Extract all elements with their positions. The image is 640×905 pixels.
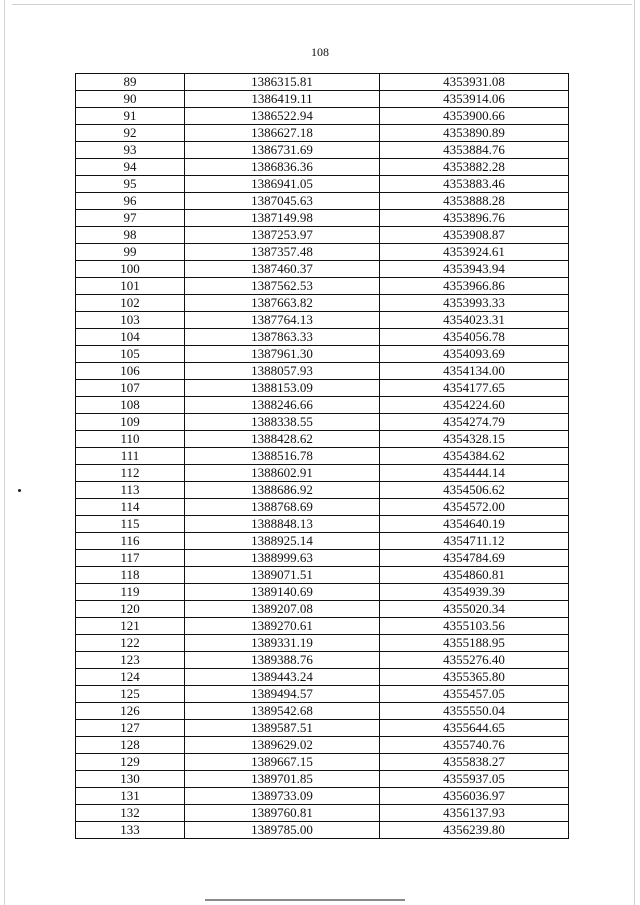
point-number-cell: 120 xyxy=(76,601,185,618)
point-number-cell: 125 xyxy=(76,686,185,703)
y-coordinate-cell: 4355457.05 xyxy=(380,686,569,703)
point-number-cell: 106 xyxy=(76,363,185,380)
table-row xyxy=(76,159,569,176)
y-coordinate-cell: 4354506.62 xyxy=(380,482,569,499)
point-number-cell: 92 xyxy=(76,125,185,142)
point-number-cell: 91 xyxy=(76,108,185,125)
x-coordinate-cell: 1386522.94 xyxy=(185,108,380,125)
point-number-cell: 126 xyxy=(76,703,185,720)
y-coordinate-cell: 4354328.15 xyxy=(380,431,569,448)
y-coordinate-cell: 4355188.95 xyxy=(380,635,569,652)
point-number-cell: 116 xyxy=(76,533,185,550)
table-row xyxy=(76,720,569,737)
table-row xyxy=(76,261,569,278)
x-coordinate-cell: 1388999.63 xyxy=(185,550,380,567)
y-coordinate-cell: 4355020.34 xyxy=(380,601,569,618)
y-coordinate-cell: 4353943.94 xyxy=(380,261,569,278)
table-row xyxy=(76,346,569,363)
table-row xyxy=(76,244,569,261)
x-coordinate-cell: 1389388.76 xyxy=(185,652,380,669)
x-coordinate-cell: 1386419.11 xyxy=(185,91,380,108)
x-coordinate-cell: 1388602.91 xyxy=(185,465,380,482)
point-number-cell: 101 xyxy=(76,278,185,295)
y-coordinate-cell: 4354023.31 xyxy=(380,312,569,329)
x-coordinate-cell: 1388057.93 xyxy=(185,363,380,380)
point-number-cell: 109 xyxy=(76,414,185,431)
y-coordinate-cell: 4353884.76 xyxy=(380,142,569,159)
scan-edge-top xyxy=(12,4,632,5)
scan-speck xyxy=(18,489,21,492)
table-row xyxy=(76,108,569,125)
point-number-cell: 132 xyxy=(76,805,185,822)
table-row xyxy=(76,754,569,771)
y-coordinate-cell: 4354177.65 xyxy=(380,380,569,397)
scan-edge-right xyxy=(634,0,635,905)
table-row xyxy=(76,601,569,618)
y-coordinate-cell: 4355937.05 xyxy=(380,771,569,788)
point-number-cell: 119 xyxy=(76,584,185,601)
point-number-cell: 108 xyxy=(76,397,185,414)
x-coordinate-cell: 1389071.51 xyxy=(185,567,380,584)
point-number-cell: 122 xyxy=(76,635,185,652)
point-number-cell: 118 xyxy=(76,567,185,584)
table-row xyxy=(76,465,569,482)
point-number-cell: 128 xyxy=(76,737,185,754)
x-coordinate-cell: 1389667.15 xyxy=(185,754,380,771)
scan-edge-bottom xyxy=(205,899,405,901)
x-coordinate-cell: 1388246.66 xyxy=(185,397,380,414)
table-row xyxy=(76,788,569,805)
x-coordinate-cell: 1389701.85 xyxy=(185,771,380,788)
table-row xyxy=(76,686,569,703)
table-row xyxy=(76,278,569,295)
x-coordinate-cell: 1387663.82 xyxy=(185,295,380,312)
y-coordinate-cell: 4354572.00 xyxy=(380,499,569,516)
table-row xyxy=(76,176,569,193)
table-row xyxy=(76,567,569,584)
table-row xyxy=(76,618,569,635)
point-number-cell: 112 xyxy=(76,465,185,482)
y-coordinate-cell: 4353931.08 xyxy=(380,74,569,91)
y-coordinate-cell: 4353914.06 xyxy=(380,91,569,108)
y-coordinate-cell: 4355550.04 xyxy=(380,703,569,720)
x-coordinate-cell: 1388768.69 xyxy=(185,499,380,516)
table-row xyxy=(76,380,569,397)
y-coordinate-cell: 4356036.97 xyxy=(380,788,569,805)
table-row xyxy=(76,431,569,448)
x-coordinate-cell: 1389140.69 xyxy=(185,584,380,601)
point-number-cell: 107 xyxy=(76,380,185,397)
point-number-cell: 95 xyxy=(76,176,185,193)
y-coordinate-cell: 4356239.80 xyxy=(380,822,569,839)
x-coordinate-cell: 1387045.63 xyxy=(185,193,380,210)
x-coordinate-cell: 1387357.48 xyxy=(185,244,380,261)
point-number-cell: 102 xyxy=(76,295,185,312)
y-coordinate-cell: 4354056.78 xyxy=(380,329,569,346)
y-coordinate-cell: 4355838.27 xyxy=(380,754,569,771)
point-number-cell: 129 xyxy=(76,754,185,771)
point-number-cell: 90 xyxy=(76,91,185,108)
table-row xyxy=(76,771,569,788)
table-row xyxy=(76,397,569,414)
x-coordinate-cell: 1389494.57 xyxy=(185,686,380,703)
point-number-cell: 130 xyxy=(76,771,185,788)
table-row xyxy=(76,227,569,244)
x-coordinate-cell: 1389443.24 xyxy=(185,669,380,686)
table-row xyxy=(76,210,569,227)
x-coordinate-cell: 1387562.53 xyxy=(185,278,380,295)
x-coordinate-cell: 1386836.36 xyxy=(185,159,380,176)
x-coordinate-cell: 1386627.18 xyxy=(185,125,380,142)
x-coordinate-cell: 1386315.81 xyxy=(185,74,380,91)
table-row xyxy=(76,363,569,380)
x-coordinate-cell: 1388848.13 xyxy=(185,516,380,533)
table-row xyxy=(76,703,569,720)
y-coordinate-cell: 4354860.81 xyxy=(380,567,569,584)
y-coordinate-cell: 4353966.86 xyxy=(380,278,569,295)
y-coordinate-cell: 4354640.19 xyxy=(380,516,569,533)
table-row xyxy=(76,499,569,516)
y-coordinate-cell: 4353908.87 xyxy=(380,227,569,244)
table-row xyxy=(76,635,569,652)
table-row xyxy=(76,584,569,601)
table-row xyxy=(76,295,569,312)
table-row xyxy=(76,550,569,567)
table-row xyxy=(76,142,569,159)
x-coordinate-cell: 1388686.92 xyxy=(185,482,380,499)
y-coordinate-cell: 4354384.62 xyxy=(380,448,569,465)
y-coordinate-cell: 4355276.40 xyxy=(380,652,569,669)
point-number-cell: 103 xyxy=(76,312,185,329)
point-number-cell: 117 xyxy=(76,550,185,567)
table-row xyxy=(76,414,569,431)
point-number-cell: 131 xyxy=(76,788,185,805)
x-coordinate-cell: 1388153.09 xyxy=(185,380,380,397)
point-number-cell: 99 xyxy=(76,244,185,261)
point-number-cell: 97 xyxy=(76,210,185,227)
table-row xyxy=(76,482,569,499)
y-coordinate-cell: 4353924.61 xyxy=(380,244,569,261)
x-coordinate-cell: 1389733.09 xyxy=(185,788,380,805)
point-number-cell: 133 xyxy=(76,822,185,839)
y-coordinate-cell: 4353888.28 xyxy=(380,193,569,210)
point-number-cell: 124 xyxy=(76,669,185,686)
y-coordinate-cell: 4353890.89 xyxy=(380,125,569,142)
y-coordinate-cell: 4354134.00 xyxy=(380,363,569,380)
x-coordinate-cell: 1387764.13 xyxy=(185,312,380,329)
point-number-cell: 104 xyxy=(76,329,185,346)
table-row xyxy=(76,669,569,686)
scan-edge-left xyxy=(4,0,5,905)
x-coordinate-cell: 1389542.68 xyxy=(185,703,380,720)
x-coordinate-cell: 1388925.14 xyxy=(185,533,380,550)
y-coordinate-cell: 4356137.93 xyxy=(380,805,569,822)
table-row xyxy=(76,329,569,346)
point-number-cell: 115 xyxy=(76,516,185,533)
y-coordinate-cell: 4354444.14 xyxy=(380,465,569,482)
table-row xyxy=(76,91,569,108)
table-row xyxy=(76,516,569,533)
y-coordinate-cell: 4354939.39 xyxy=(380,584,569,601)
x-coordinate-cell: 1387961.30 xyxy=(185,346,380,363)
x-coordinate-cell: 1387149.98 xyxy=(185,210,380,227)
table-row xyxy=(76,822,569,839)
point-number-cell: 110 xyxy=(76,431,185,448)
table-row xyxy=(76,448,569,465)
y-coordinate-cell: 4353882.28 xyxy=(380,159,569,176)
y-coordinate-cell: 4353883.46 xyxy=(380,176,569,193)
y-coordinate-cell: 4355103.56 xyxy=(380,618,569,635)
page-number: 108 xyxy=(311,45,329,59)
table-row xyxy=(76,125,569,142)
x-coordinate-cell: 1389629.02 xyxy=(185,737,380,754)
point-number-cell: 123 xyxy=(76,652,185,669)
x-coordinate-cell: 1389785.00 xyxy=(185,822,380,839)
y-coordinate-cell: 4353896.76 xyxy=(380,210,569,227)
table-row xyxy=(76,805,569,822)
table-row xyxy=(76,193,569,210)
x-coordinate-cell: 1389760.81 xyxy=(185,805,380,822)
x-coordinate-cell: 1386731.69 xyxy=(185,142,380,159)
y-coordinate-cell: 4354784.69 xyxy=(380,550,569,567)
x-coordinate-cell: 1388516.78 xyxy=(185,448,380,465)
y-coordinate-cell: 4354274.79 xyxy=(380,414,569,431)
table-row xyxy=(76,652,569,669)
point-number-cell: 111 xyxy=(76,448,185,465)
point-number-cell: 100 xyxy=(76,261,185,278)
y-coordinate-cell: 4355365.80 xyxy=(380,669,569,686)
point-number-cell: 114 xyxy=(76,499,185,516)
x-coordinate-cell: 1389587.51 xyxy=(185,720,380,737)
point-number-cell: 113 xyxy=(76,482,185,499)
point-number-cell: 105 xyxy=(76,346,185,363)
y-coordinate-cell: 4354224.60 xyxy=(380,397,569,414)
table-row xyxy=(76,74,569,91)
x-coordinate-cell: 1388338.55 xyxy=(185,414,380,431)
x-coordinate-cell: 1389331.19 xyxy=(185,635,380,652)
table-row xyxy=(76,533,569,550)
y-coordinate-cell: 4355740.76 xyxy=(380,737,569,754)
point-number-cell: 127 xyxy=(76,720,185,737)
point-number-cell: 89 xyxy=(76,74,185,91)
y-coordinate-cell: 4353993.33 xyxy=(380,295,569,312)
point-number-cell: 98 xyxy=(76,227,185,244)
coordinates-table-body xyxy=(76,74,569,839)
point-number-cell: 93 xyxy=(76,142,185,159)
y-coordinate-cell: 4354711.12 xyxy=(380,533,569,550)
y-coordinate-cell: 4353900.66 xyxy=(380,108,569,125)
table-row xyxy=(76,312,569,329)
point-number-cell: 96 xyxy=(76,193,185,210)
point-number-cell: 94 xyxy=(76,159,185,176)
table-row xyxy=(76,737,569,754)
coordinates-table xyxy=(75,73,569,839)
y-coordinate-cell: 4355644.65 xyxy=(380,720,569,737)
x-coordinate-cell: 1388428.62 xyxy=(185,431,380,448)
x-coordinate-cell: 1387863.33 xyxy=(185,329,380,346)
x-coordinate-cell: 1389270.61 xyxy=(185,618,380,635)
x-coordinate-cell: 1387460.37 xyxy=(185,261,380,278)
x-coordinate-cell: 1386941.05 xyxy=(185,176,380,193)
point-number-cell: 121 xyxy=(76,618,185,635)
x-coordinate-cell: 1389207.08 xyxy=(185,601,380,618)
y-coordinate-cell: 4354093.69 xyxy=(380,346,569,363)
x-coordinate-cell: 1387253.97 xyxy=(185,227,380,244)
